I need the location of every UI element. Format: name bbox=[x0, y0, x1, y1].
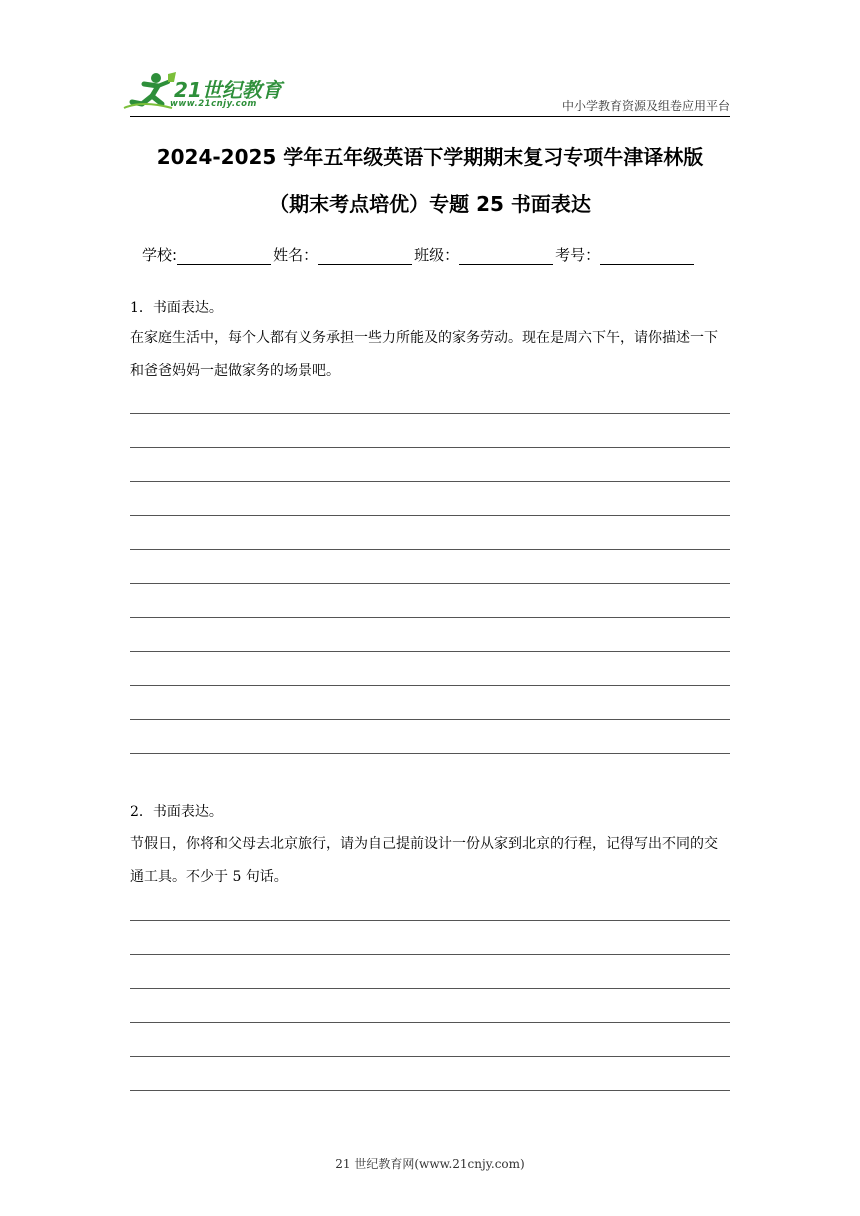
answer-line[interactable] bbox=[130, 447, 730, 448]
answer-line[interactable] bbox=[130, 481, 730, 482]
question-2-number: 2．书面表达。 bbox=[130, 804, 223, 820]
school-blank[interactable] bbox=[177, 246, 271, 265]
answer-line[interactable] bbox=[130, 753, 730, 754]
page-title-line1: 2024-2025 学年五年级英语下学期期末复习专项牛津译林版 bbox=[156, 145, 704, 169]
answer-line[interactable] bbox=[130, 583, 730, 584]
answer-line[interactable] bbox=[130, 685, 730, 686]
student-info-row bbox=[142, 244, 696, 265]
page-footer: 21 世纪教育网(www.21cnjy.com) bbox=[335, 1157, 525, 1171]
class-label: 班级： bbox=[414, 246, 460, 264]
question-2-text: 节假日，你将和父母去北京旅行，请为自己提前设计一份从家到北京的行程，记得写出不同的交通工具。不少于 5 句话。 bbox=[130, 836, 718, 885]
answer-line[interactable] bbox=[130, 920, 730, 921]
answer-line[interactable] bbox=[130, 1056, 730, 1057]
question-1-text: 在家庭生活中，每个人都有义务承担一些力所能及的家务劳动。现在是周六下午，请你描述一下和爸爸妈妈一起做家务的场景吧。 bbox=[130, 330, 718, 379]
exam-number-blank[interactable] bbox=[600, 246, 694, 265]
name-label: 姓名： bbox=[273, 246, 319, 264]
logo-text: 21世纪教育 bbox=[174, 78, 282, 102]
platform-name: 中小学教育资源及组卷应用平台 bbox=[561, 99, 730, 113]
logo-url: www.21cnjy.com bbox=[170, 99, 257, 109]
answer-line[interactable] bbox=[130, 1090, 730, 1091]
class-blank[interactable] bbox=[459, 246, 553, 265]
answer-line[interactable] bbox=[130, 617, 730, 618]
exam-number-label: 考号： bbox=[555, 246, 601, 264]
answer-line[interactable] bbox=[130, 413, 730, 414]
school-label: 学校: bbox=[142, 246, 178, 264]
answer-line[interactable] bbox=[130, 1022, 730, 1023]
question-1-number: 1．书面表达。 bbox=[130, 300, 223, 316]
answer-line[interactable] bbox=[130, 954, 730, 955]
answer-line[interactable] bbox=[130, 549, 730, 550]
logo bbox=[122, 70, 292, 114]
page-title-line2: （期末考点培优）专题 25 书面表达 bbox=[269, 192, 591, 216]
answer-line[interactable] bbox=[130, 988, 730, 989]
answer-line[interactable] bbox=[130, 719, 730, 720]
answer-line[interactable] bbox=[130, 651, 730, 652]
answer-line[interactable] bbox=[130, 515, 730, 516]
header-divider bbox=[130, 116, 730, 117]
name-blank[interactable] bbox=[318, 246, 412, 265]
